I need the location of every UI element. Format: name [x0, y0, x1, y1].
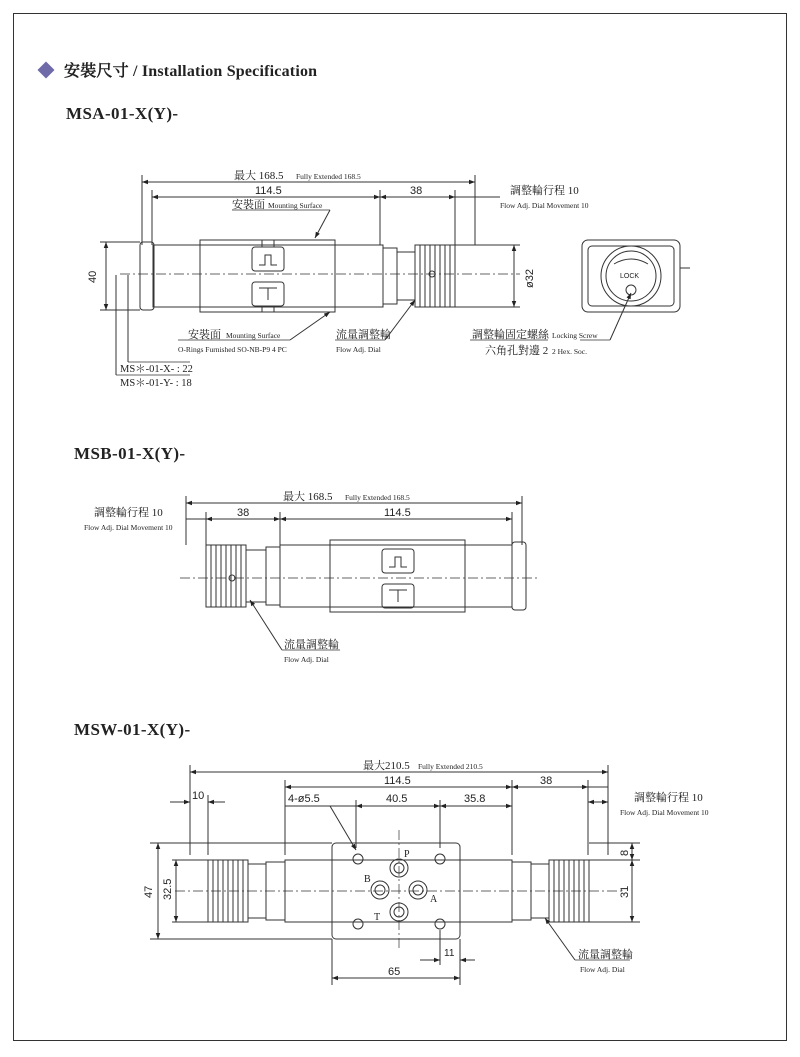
msa-flow-dial-en: Flow Adj. Dial — [336, 345, 381, 354]
msa-mounting-top-cn: 安裝面 — [232, 199, 265, 211]
msw-dim-65: 65 — [388, 966, 401, 978]
msa-dial-movement-cn: 調整輪行程 10 — [510, 185, 579, 197]
msw-model-title: MSW-01-X(Y)- — [74, 720, 191, 739]
msa-labels — [87, 168, 639, 389]
msb-dial-movement-en: Flow Adj. Dial Movement 10 — [84, 523, 173, 532]
msb-max-length-en: Fully Extended 168.5 — [345, 493, 410, 502]
msw-holes: 4-ø5.5 — [288, 793, 320, 805]
msb-flow-dial-cn: 流量調整輪 — [284, 639, 339, 651]
section-title: 安裝尺寸 / Installation Specification — [64, 63, 318, 80]
msw-dim-32-5: 32.5 — [162, 878, 174, 900]
msb-model-title: MSB-01-X(Y)- — [74, 444, 186, 463]
msa-ms-y: MS＊-01-Y- : 18 — [120, 378, 192, 389]
msa-diameter: ø32 — [524, 269, 536, 288]
msa-max-length-cn: 最大 168.5 — [234, 170, 284, 182]
msa-height: 40 — [87, 270, 99, 283]
msw-flow-dial-en: Flow Adj. Dial — [580, 965, 625, 974]
msw-max-length-cn: 最大210.5 — [363, 760, 410, 772]
msa-orings: O-Rings Furnished SO-NB-P9 4 PC — [178, 345, 287, 354]
msb-max-length-cn: 最大 168.5 — [283, 491, 333, 503]
msa-mounting-bottom-cn: 安裝面 — [188, 329, 221, 341]
msw-flow-dial-cn: 流量調整輪 — [578, 949, 633, 961]
msw-dim-40-5: 40.5 — [386, 793, 408, 805]
msa-mounting-bottom-en: Mounting Surface — [226, 331, 281, 340]
msa-locking-screw-cn: 調整輪固定螺絲 — [472, 329, 549, 341]
msw-dim-8: 8 — [619, 849, 631, 856]
msw-port-t: T — [374, 912, 381, 923]
msa-dial-length: 38 — [410, 185, 423, 197]
msa-hex-cn: 六角孔對邊 2 — [485, 345, 549, 357]
msa-dial-movement-en: Flow Adj. Dial Movement 10 — [500, 201, 589, 210]
msb-drawing — [180, 496, 540, 650]
msa-max-length-en: Fully Extended 168.5 — [296, 172, 361, 181]
msw-port-a: A — [430, 894, 438, 905]
msw-dim-47: 47 — [143, 885, 155, 898]
msw-left-offset: 10 — [192, 790, 205, 802]
msa-mounting-top-en: Mounting Surface — [268, 201, 323, 210]
msw-dim-35-8: 35.8 — [464, 793, 486, 805]
msa-locking-screw-en: Locking Screw — [552, 331, 598, 340]
msw-port-p: P — [404, 849, 410, 860]
msw-dial-movement-cn: 調整輪行程 10 — [634, 792, 703, 804]
msa-lock-label: LOCK — [620, 273, 640, 280]
msw-body-length: 114.5 — [384, 775, 411, 787]
msb-flow-dial-en: Flow Adj. Dial — [284, 655, 329, 664]
msw-max-length-en: Fully Extended 210.5 — [418, 762, 483, 771]
msa-hex-en: 2 Hex. Soc. — [552, 347, 587, 356]
msa-flow-dial-cn: 流量調整輪 — [336, 329, 391, 341]
msa-body-length: 114.5 — [255, 185, 282, 197]
msw-dial-length: 38 — [540, 775, 553, 787]
msw-port-b: B — [364, 874, 371, 885]
msw-dim-31: 31 — [619, 885, 631, 898]
msb-body-length: 114.5 — [384, 507, 411, 519]
msb-dial-length: 38 — [237, 507, 250, 519]
msa-ms-x: MS＊-01-X- : 22 — [120, 364, 193, 375]
msw-dial-movement-en: Flow Adj. Dial Movement 10 — [620, 808, 709, 817]
msb-dial-movement-cn: 調整輪行程 10 — [94, 507, 163, 519]
msw-dim-11: 11 — [444, 948, 455, 959]
msa-model-title: MSA-01-X(Y)- — [66, 104, 179, 123]
msb-labels — [84, 489, 411, 664]
